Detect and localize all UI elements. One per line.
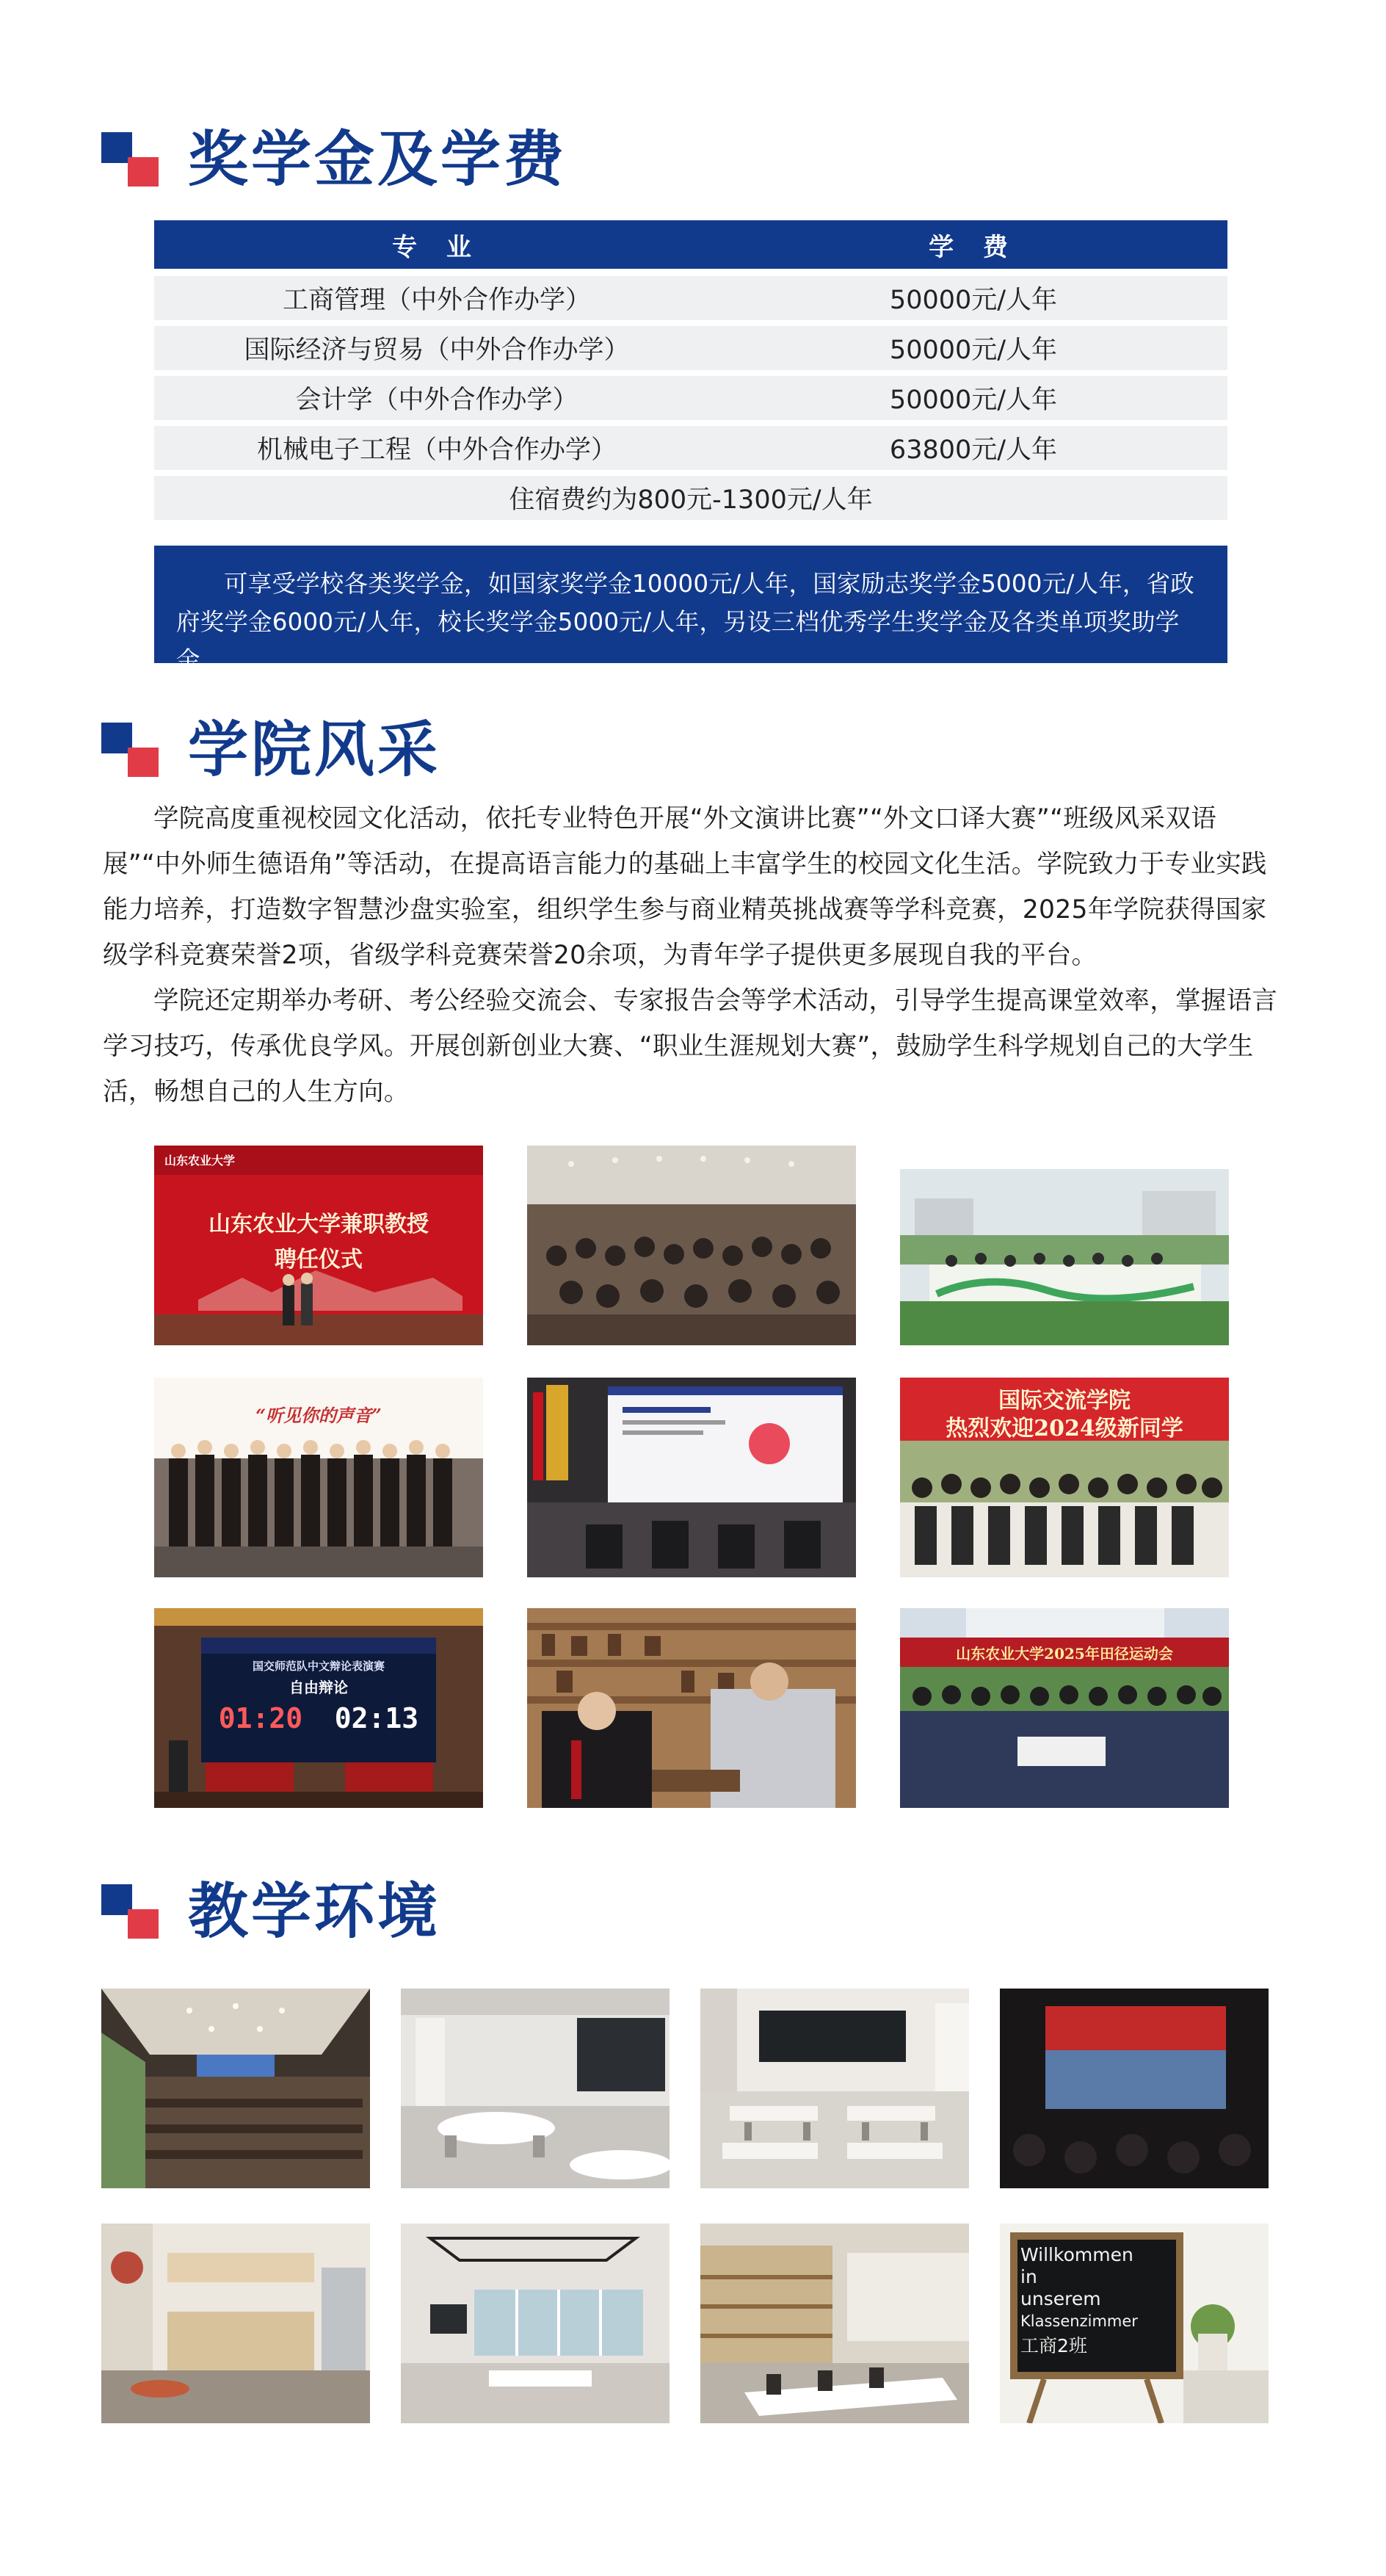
photo-sports-meet-group [900,1608,1229,1808]
section-heading-environment [101,1871,440,1952]
sports-banner-text: 山东农业大学2025年田径运动会 [956,1645,1173,1663]
ceremony-title-line2: 聘任仪式 [275,1247,363,1273]
heading-square-icon [101,723,159,777]
photo-debate-competition [154,1608,483,1808]
photo-appointment-ceremony [154,1146,483,1345]
fee-cell: 50000元/人年 [889,386,1058,415]
header-major: 专 业 [392,232,482,262]
photo-auditorium-group [527,1146,856,1345]
major-cell: 工商管理（中外合作办学） [282,286,591,315]
welcome-banner-line2: 热烈欢迎2024级新同学 [946,1416,1183,1441]
header-fee: 学 费 [929,232,1018,262]
chalkboard-line: 工商2班 [1020,2335,1087,2356]
major-cell: 国际经济与贸易（中外合作办学） [244,336,630,365]
heading-square-icon [101,1884,159,1939]
chalkboard-text [1020,2244,1175,2357]
chalkboard-line: in [1020,2266,1037,2287]
photo-welcome-chalkboard [1000,2224,1269,2423]
major-cell: 机械电子工程（中外合作办学） [256,435,617,465]
photo-welcome-freshmen [900,1378,1229,1577]
fee-table-header [154,220,1227,269]
chalkboard-line: Willkommen [1020,2244,1133,2265]
fee-cell: 63800元/人年 [889,435,1058,465]
table-row [154,376,1227,420]
debate-subtitle-text: 自由辩论 [289,1679,348,1696]
heading-square-icon [101,132,159,187]
photo-library-conference [700,2224,969,2423]
fee-cell: 50000元/人年 [889,336,1058,365]
fee-cell: 50000元/人年 [889,286,1058,315]
photo-voice-event-group [154,1378,483,1577]
debate-timer-right: 02:13 [334,1702,419,1734]
table-row [154,326,1227,370]
ceremony-title-line1: 山东农业大学兼职教授 [208,1212,429,1237]
section-heading-college [101,709,440,790]
major-cell: 会计学（中外合作办学） [295,386,578,415]
photo-dark-presentation-room [1000,1989,1269,2188]
accommodation-cell: 住宿费约为800元-1300元/人年 [509,485,873,515]
chalkboard-line: unserem [1020,2288,1101,2309]
table-row [154,276,1227,320]
ceremony-logo-text: 山东农业大学 [164,1154,236,1168]
fee-table [154,220,1227,526]
accommodation-row [154,476,1227,520]
section-title: 奖学金及学费 [188,124,567,195]
photo-lecture-hall [101,1989,370,2188]
debate-timer-left: 01:20 [218,1702,303,1734]
chalkboard-line: Klassenzimmer [1020,2312,1138,2330]
section-title: 学院风采 [188,714,441,785]
photo-sports-field-banner [900,1169,1229,1345]
welcome-banner-line1: 国际交流学院 [998,1388,1131,1414]
photo-seminar-room [527,1378,856,1577]
scholarship-note: 可享受学校各类奖学金，如国家奖学金10000元/人年，国家励志奖学金5000元/人年，省政府奖学金6000元/人年，校长奖学金5000元/人年，另设三档优秀学生奖学金及各类单项奖助学金。 [154,546,1227,663]
table-row [154,426,1227,470]
college-paragraph-1: 学院高度重视校园文化活动，依托专业特色开展“外文演讲比赛”“外文口译大赛”“班级风采双语展”“中外师生德语角”等活动，在提高语言能力的基础上丰富学生的校园文化生活。学院致力于专业实践能力培养，打造数字智慧沙盘实验室，组织学生参与商业精英挑战赛等学科竞赛，2025年学院获得国家级学科竞赛荣誉2项，省级学科竞赛荣誉20余项，为青年学子提供更多展现自我的平台。 [103,804,1267,970]
photo-kitchen-lounge [101,2224,370,2423]
photo-standard-classroom [700,1989,969,2188]
voice-banner-text: “听见你的声音” [255,1405,382,1426]
photo-round-table-classroom [401,1989,670,2188]
debate-title-text: 国交师范队中文辩论表演赛 [252,1660,385,1673]
college-paragraph-2: 学院还定期举办考研、考公经验交流会、专家报告会等学术活动，引导学生提高课堂效率，掌握语言学习技巧，传承优良学风。开展创新创业大赛、“职业生涯规划大赛”，鼓励学生科学规划自己的大学生活，畅想自己的人生方向。 [103,986,1278,1107]
section-title: 教学环境 [188,1876,441,1947]
photo-meeting-room-windows [401,2224,670,2423]
photo-craft-workshop [527,1608,856,1808]
section-heading-scholarship [101,119,567,200]
